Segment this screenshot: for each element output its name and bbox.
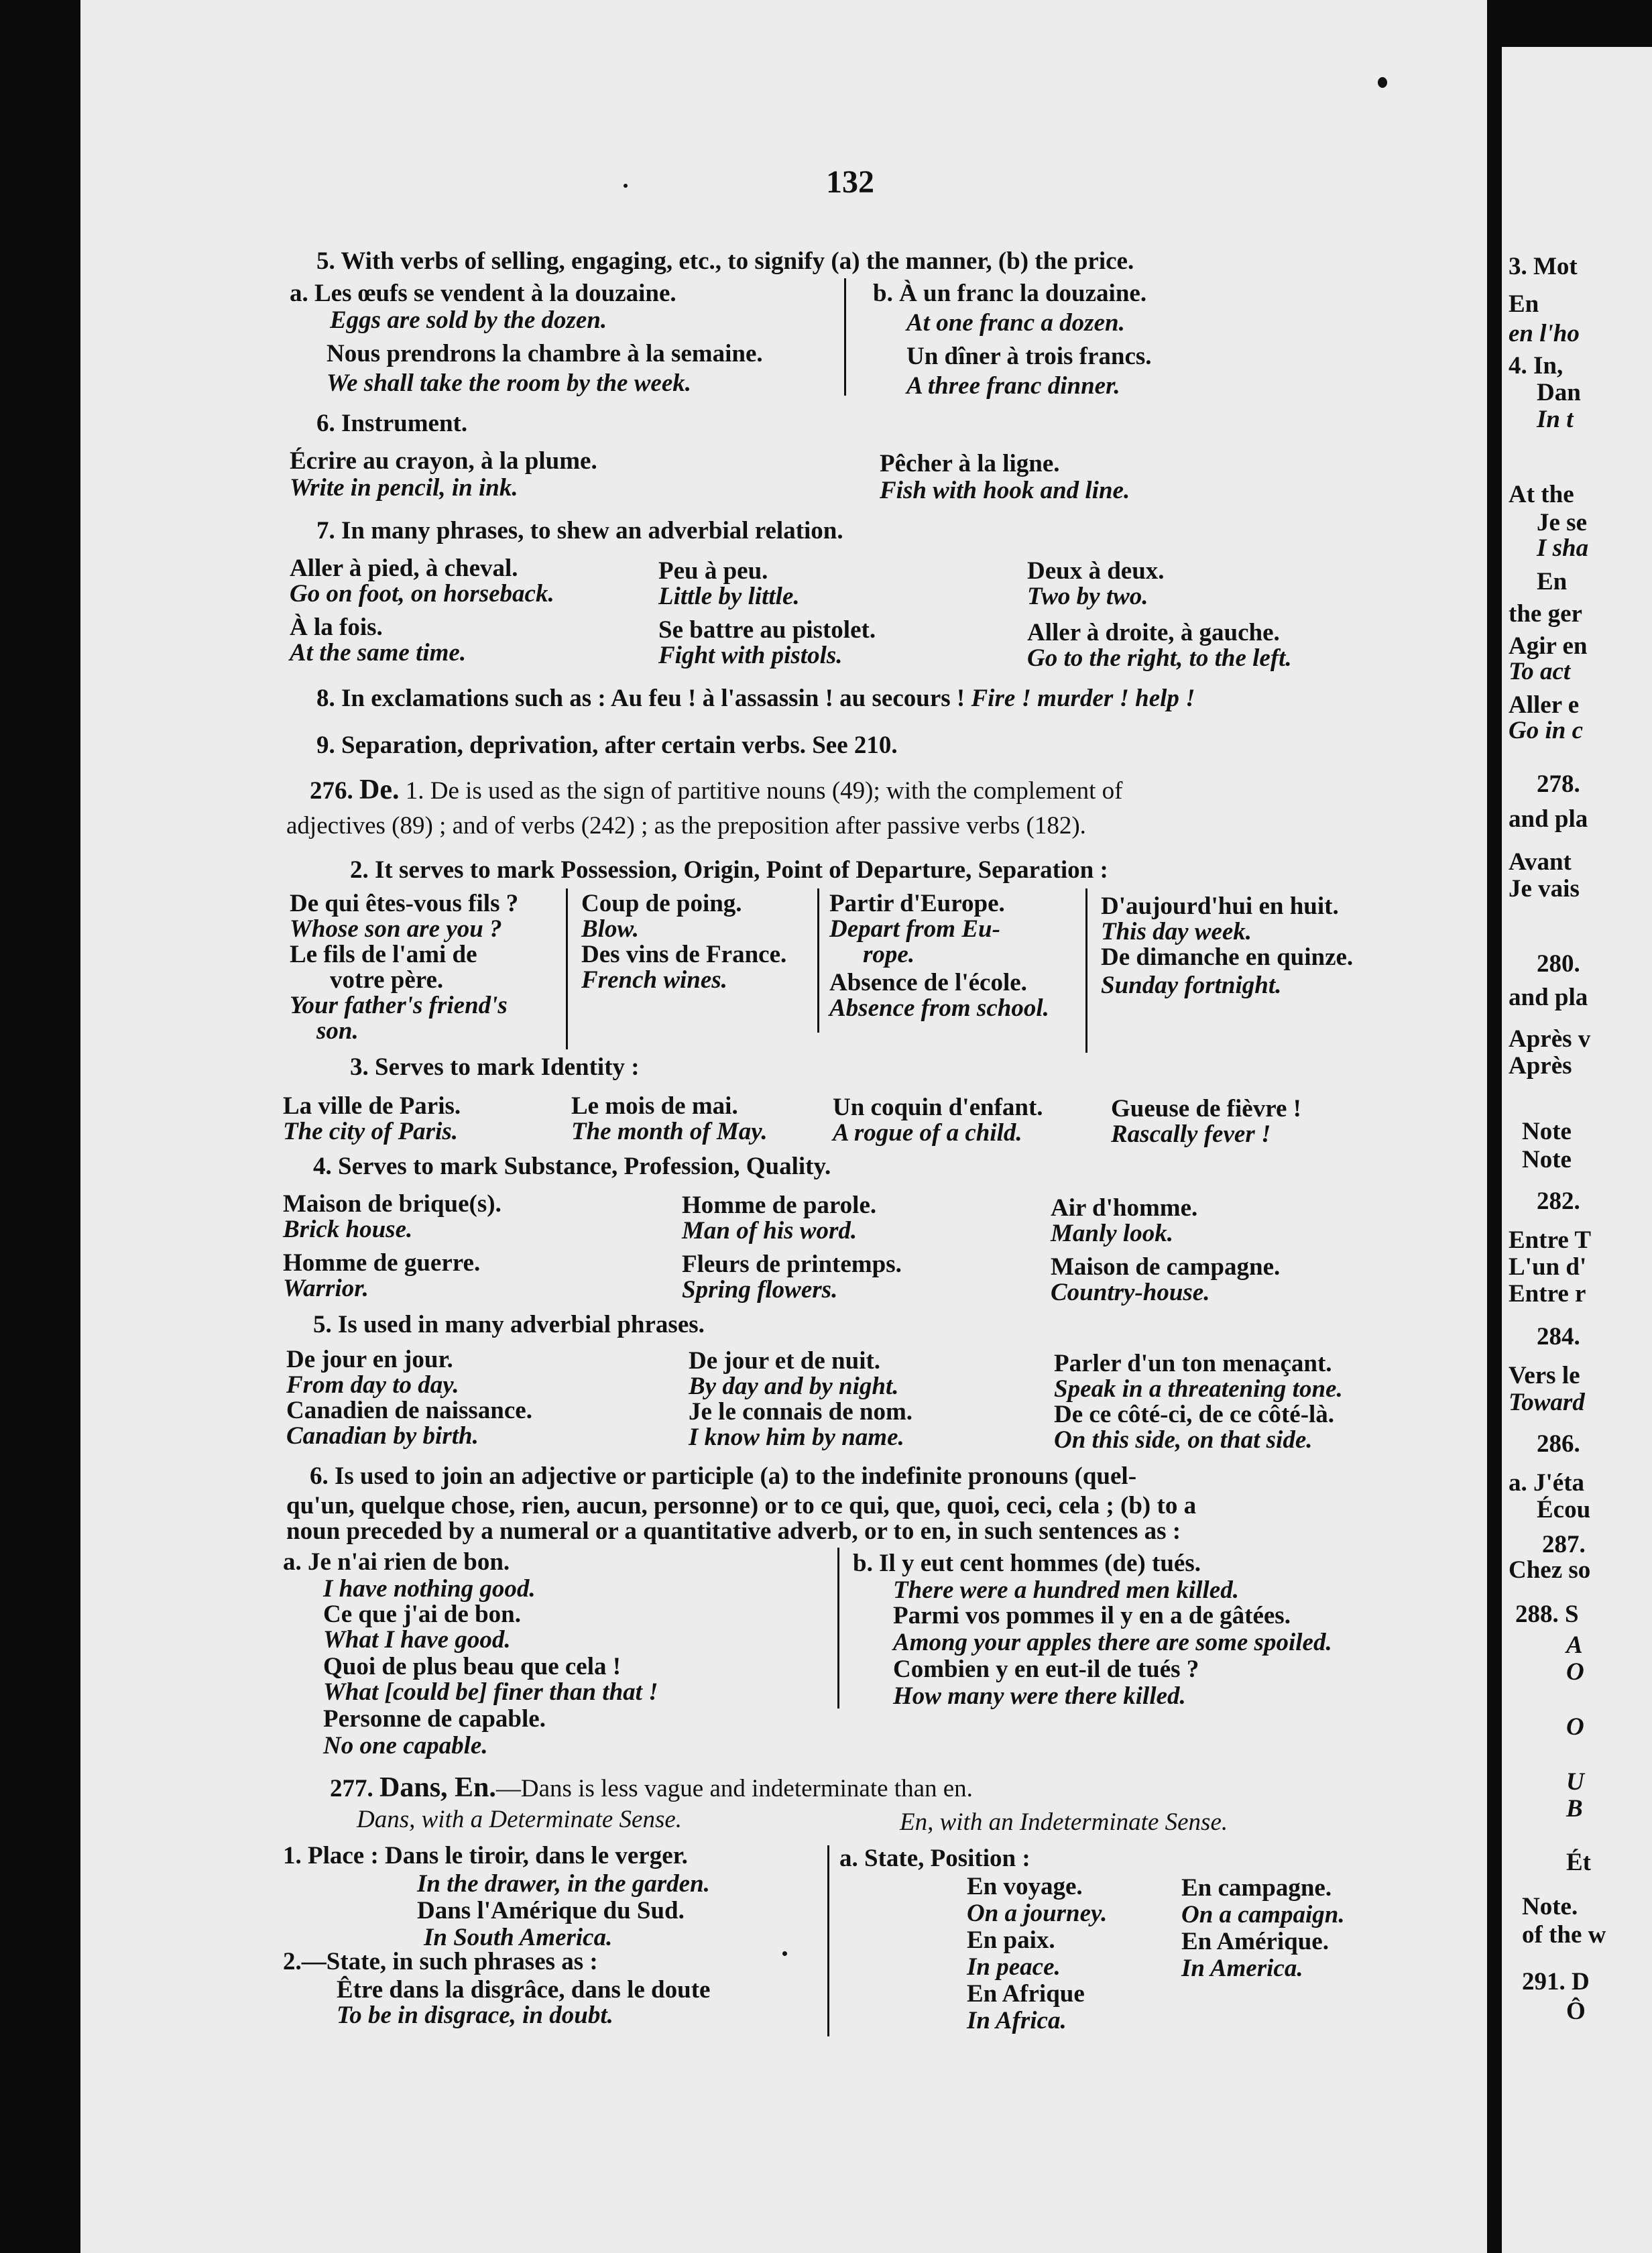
s5-a-french-2: Nous prendrons la chambre à la semaine. — [327, 340, 763, 367]
s6-english-2: Fish with hook and line. — [880, 477, 1130, 504]
p276-s5-french-4: Je le connais de nom. — [689, 1398, 913, 1426]
p276-s5-english-1: From day to day. — [286, 1371, 459, 1399]
right-line: Dan — [1537, 379, 1581, 406]
p276-s4-english-4: Warrior. — [283, 1275, 369, 1302]
s7-c1-french-1: Aller à pied, à cheval. — [290, 555, 518, 582]
p276-c1-1: De qui êtes-vous fils ? — [290, 890, 519, 917]
right-line: Agir en — [1509, 632, 1588, 660]
p276-b-6: How many were there killed. — [893, 1682, 1186, 1710]
p276-s4-english-1: Brick house. — [283, 1216, 413, 1243]
s5-b-french-1: b. À un franc la douzaine. — [873, 280, 1147, 307]
p277-right-8: On a campaign. — [1181, 1901, 1345, 1928]
s7-c2-french-2: Se battre au pistolet. — [658, 616, 876, 644]
p277-left-4: In South America. — [424, 1924, 613, 1951]
right-line: en l'ho — [1509, 320, 1580, 347]
s5-a-english-1: Eggs are sold by the dozen. — [330, 306, 607, 334]
paragraph-277-heading: 277. Dans, En.—Dans is less vague and indeterminate than en. — [330, 1772, 973, 1803]
right-line: Entre r — [1509, 1280, 1586, 1308]
p276-c1-4: votre père. — [330, 966, 444, 994]
s7-c1-english-2: At the same time. — [290, 639, 467, 667]
p276-s3-french-4: Gueuse de fièvre ! — [1111, 1095, 1301, 1122]
right-line: 288. S — [1515, 1601, 1579, 1628]
right-line: Après v — [1509, 1025, 1591, 1053]
p276-s3-french-3: Un coquin d'enfant. — [833, 1094, 1043, 1121]
right-line: 280. — [1537, 950, 1580, 978]
p276-b-5: Combien y en eut-il de tués ? — [893, 1656, 1199, 1683]
p276-c3-5: Absence from school. — [829, 994, 1049, 1022]
right-line: En — [1509, 290, 1539, 318]
right-line: Écou — [1537, 1496, 1591, 1523]
s7-c1-french-2: À la fois. — [290, 614, 383, 641]
p276-c1-3: Le fils de l'ami de — [290, 941, 477, 968]
right-line: Note — [1522, 1146, 1572, 1173]
ink-speck — [624, 184, 628, 188]
s7-c2-english-1: Little by little. — [658, 583, 800, 610]
p276-s3-english-4: Rascally fever ! — [1111, 1120, 1271, 1148]
p276-s4-english-6: Country-house. — [1051, 1279, 1210, 1306]
p276-b-3: Parmi vos pommes il y en a de gâtées. — [893, 1602, 1291, 1629]
paragraph-276-line-2: adjectives (89) ; and of verbs (242) ; as the preposition after passive verbs (182). — [286, 812, 1086, 840]
right-line: Aller e — [1509, 691, 1580, 719]
p276-c3-4: Absence de l'école. — [829, 969, 1027, 996]
p276-s4-french-1: Maison de brique(s). — [283, 1190, 501, 1218]
right-line: B — [1566, 1795, 1583, 1823]
right-line: Je vais — [1509, 875, 1580, 903]
right-line: and pla — [1509, 984, 1588, 1011]
p276-s3-english-3: A rogue of a child. — [833, 1119, 1022, 1147]
p276-s5-french-1: De jour en jour. — [286, 1346, 453, 1373]
p276-c1-5: Your father's friend's — [290, 992, 508, 1019]
p276-s5-english-2: Canadian by birth. — [286, 1422, 479, 1450]
right-line: Vers le — [1509, 1362, 1580, 1389]
p277-left-1: 1. Place : Dans le tiroir, dans le verger. — [283, 1842, 688, 1869]
p276-b-1: b. Il y eut cent hommes (de) tués. — [853, 1550, 1201, 1577]
right-line: I sha — [1537, 534, 1589, 562]
column-divider — [827, 1845, 829, 2036]
p277-left-2: In the drawer, in the garden. — [417, 1870, 710, 1898]
s6-english-1: Write in pencil, in ink. — [290, 474, 518, 502]
right-line: Note. — [1522, 1893, 1578, 1920]
p276-b-4: Among your apples there are some spoiled. — [893, 1629, 1332, 1656]
p276-s3-french-2: Le mois de mai. — [571, 1092, 738, 1120]
p276-s5-english-4: I know him by name. — [689, 1424, 904, 1451]
right-line: O — [1566, 1713, 1584, 1741]
ink-speck — [1378, 77, 1387, 88]
p276-a-6: What [could be] finer than that ! — [323, 1678, 658, 1706]
p276-s5-english-5: Speak in a threatening tone. — [1054, 1375, 1343, 1403]
p276-a-3: Ce que j'ai de bon. — [323, 1601, 522, 1628]
right-line: Note — [1522, 1118, 1572, 1145]
p276-c3-2: Depart from Eu- — [829, 915, 1000, 943]
right-line: To act — [1509, 658, 1571, 685]
p277-right-3: En paix. — [967, 1926, 1055, 1954]
p277-right-heading: a. State, Position : — [839, 1845, 1030, 1872]
p276-s3-english-2: The month of May. — [571, 1118, 768, 1145]
p276-c4-3: De dimanche en quinze. — [1101, 943, 1354, 971]
p276-s3-heading: 3. Serves to mark Identity : — [350, 1053, 640, 1081]
right-line: 3. Mot — [1509, 253, 1578, 280]
right-line: Avant — [1509, 848, 1572, 876]
column-divider — [817, 888, 819, 1033]
section-8: 8. In exclamations such as : Au feu ! à l'assassin ! au secours ! Fire ! murder ! help ! — [316, 685, 1195, 712]
p276-b-2: There were a hundred men killed. — [893, 1576, 1239, 1604]
p277-right-4: In peace. — [967, 1953, 1061, 1981]
right-line: Ét — [1566, 1849, 1591, 1876]
right-line: L'un d' — [1509, 1253, 1587, 1281]
p276-s3-english-1: The city of Paris. — [283, 1118, 459, 1145]
book-page — [80, 0, 1487, 2253]
p276-c3-3: rope. — [863, 941, 915, 968]
right-line: and pla — [1509, 805, 1588, 833]
s5-a-english-2: We shall take the room by the week. — [327, 369, 691, 397]
right-line: En — [1537, 568, 1568, 595]
s7-c1-english-1: Go on foot, on horseback. — [290, 580, 554, 608]
ink-speck — [782, 1951, 787, 1956]
p276-s4-english-2: Man of his word. — [682, 1217, 858, 1245]
s5-b-english-1: At one franc a dozen. — [906, 309, 1125, 337]
p276-s4-french-4: Homme de guerre. — [283, 1249, 481, 1277]
p276-s4-french-6: Maison de campagne. — [1051, 1253, 1281, 1281]
p276-s4-french-5: Fleurs de printemps. — [682, 1251, 902, 1278]
s7-c3-french-2: Aller à droite, à gauche. — [1027, 619, 1280, 646]
p276-s4-heading: 4. Serves to mark Substance, Profession, Quality. — [313, 1153, 831, 1180]
adjacent-page-fragment — [1502, 47, 1652, 2253]
p276-c2-1: Coup de poing. — [581, 890, 742, 917]
right-line: Entre T — [1509, 1226, 1592, 1254]
right-line: At the — [1509, 481, 1574, 508]
right-line: Ô — [1566, 1998, 1586, 2025]
section-9: 9. Separation, deprivation, after certain verbs. See 210. — [316, 732, 898, 759]
column-divider — [1085, 888, 1087, 1053]
p277-left-3: Dans l'Amérique du Sud. — [417, 1897, 685, 1924]
p276-s4-french-2: Homme de parole. — [682, 1192, 877, 1219]
p276-s5-heading: 5. Is used in many adverbial phrases. — [313, 1311, 705, 1338]
p276-c3-1: Partir d'Europe. — [829, 890, 1005, 917]
s5-b-french-2: Un dîner à trois francs. — [906, 343, 1152, 370]
p276-s3-french-1: La ville de Paris. — [283, 1092, 461, 1120]
right-line: 286. — [1537, 1430, 1580, 1458]
p276-c4-1: D'aujourd'hui en huit. — [1101, 892, 1339, 920]
p276-c2-3: Des vins de France. — [581, 941, 787, 968]
column-divider — [837, 1548, 839, 1709]
p277-left-7: To be in disgrace, in doubt. — [337, 2002, 613, 2029]
p276-s5-french-3: De jour et de nuit. — [689, 1347, 881, 1375]
right-line: 4. In, — [1509, 352, 1564, 380]
p276-a-7: Personne de capable. — [323, 1705, 546, 1733]
p276-c4-2: This day week. — [1101, 918, 1252, 945]
p276-s5-english-3: By day and by night. — [689, 1373, 899, 1400]
s7-c3-english-1: Two by two. — [1027, 583, 1148, 610]
right-line: 284. — [1537, 1323, 1580, 1350]
right-line: a. J'éta — [1509, 1469, 1585, 1497]
p276-c2-4: French wines. — [581, 966, 727, 994]
p276-s6-line-3: noun preceded by a numeral or a quantitative adverb, or to en, in such sentences as : — [286, 1517, 1181, 1545]
p277-right-10: In America. — [1181, 1955, 1303, 1982]
right-line: of the w — [1522, 1921, 1606, 1949]
p277-subheading-left: Dans, with a Determinate Sense. — [357, 1806, 683, 1833]
p276-s6-line-2: qu'un, quelque chose, rien, aucun, personne) or to ce qui, que, quoi, ceci, cela ; (b) to a — [286, 1492, 1197, 1519]
p277-left-5: 2.—State, in such phrases as : — [283, 1948, 598, 1975]
p276-a-8: No one capable. — [323, 1732, 488, 1759]
column-divider — [566, 888, 568, 1049]
p276-c2-2: Blow. — [581, 915, 640, 943]
s7-c3-english-2: Go to the right, to the left. — [1027, 644, 1292, 672]
page-number: 132 — [826, 164, 874, 200]
column-divider — [844, 278, 846, 396]
s5-a-french-1: a. Les œufs se vendent à la douzaine. — [290, 280, 676, 307]
p276-c1-6: son. — [316, 1017, 359, 1045]
s5-b-english-2: A three franc dinner. — [906, 372, 1120, 400]
p277-right-9: En Amérique. — [1181, 1928, 1329, 1955]
right-line: 282. — [1537, 1188, 1580, 1215]
right-line: 291. D — [1522, 1968, 1590, 1996]
right-line: In t — [1537, 406, 1574, 433]
p276-c4-4: Sunday fortnight. — [1101, 972, 1282, 999]
p276-s4-english-3: Manly look. — [1051, 1220, 1173, 1247]
p276-a-4: What I have good. — [323, 1626, 511, 1654]
right-line: 278. — [1537, 770, 1580, 798]
p277-right-6: In Africa. — [967, 2007, 1067, 2034]
s7-c2-french-1: Peu à peu. — [658, 557, 768, 585]
p277-subheading-right: En, with an Indeterminate Sense. — [900, 1808, 1228, 1836]
section-8-translation: Fire ! murder ! help ! — [971, 685, 1195, 712]
section-6-heading: 6. Instrument. — [316, 410, 468, 437]
p276-a-1: a. Je n'ai rien de bon. — [283, 1548, 510, 1576]
p276-c1-2: Whose son are you ? — [290, 915, 502, 943]
p276-s4-french-3: Air d'homme. — [1051, 1194, 1198, 1222]
p277-right-5: En Afrique — [967, 1980, 1085, 2008]
p276-s4-english-5: Spring flowers. — [682, 1276, 838, 1304]
paragraph-276-line-1: 276. De. 1. De is used as the sign of partitive nouns (49); with the complement of — [310, 774, 1123, 805]
right-line: Après — [1509, 1052, 1572, 1080]
right-line: O — [1566, 1658, 1584, 1686]
p277-left-6: Être dans la disgrâce, dans le doute — [337, 1976, 711, 2004]
p276-a-5: Quoi de plus beau que cela ! — [323, 1653, 622, 1680]
s7-c2-english-2: Fight with pistols. — [658, 642, 843, 669]
right-line: Chez so — [1509, 1556, 1591, 1584]
right-line: Je se — [1537, 509, 1587, 536]
p277-right-1: En voyage. — [967, 1873, 1083, 1900]
right-line: the ger — [1509, 600, 1582, 628]
p276-s5-english-6: On this side, on that side. — [1054, 1426, 1313, 1454]
p276-s5-french-2: Canadien de naissance. — [286, 1397, 532, 1424]
right-line: Go in c — [1509, 717, 1583, 744]
section-7-heading: 7. In many phrases, to shew an adverbial relation. — [316, 517, 843, 544]
s6-french-1: Écrire au crayon, à la plume. — [290, 447, 597, 475]
s7-c3-french-1: Deux à deux. — [1027, 557, 1165, 585]
p276-s6-line-1: 6. Is used to join an adjective or participle (a) to the indefinite pronouns (quel- — [310, 1462, 1137, 1490]
s6-french-2: Pêcher à la ligne. — [880, 450, 1060, 477]
right-line: A — [1566, 1631, 1583, 1659]
p277-right-2: On a journey. — [967, 1900, 1108, 1927]
p276-s2-heading: 2. It serves to mark Possession, Origin, Point of Departure, Separation : — [350, 856, 1108, 884]
page-gutter — [1487, 0, 1502, 2253]
p277-right-7: En campagne. — [1181, 1874, 1332, 1902]
p276-a-2: I have nothing good. — [323, 1575, 536, 1603]
p276-s5-french-5: Parler d'un ton menaçant. — [1054, 1350, 1332, 1377]
right-line: U — [1566, 1768, 1584, 1796]
section-5-heading: 5. With verbs of selling, engaging, etc., to signify (a) the manner, (b) the price. — [316, 247, 1134, 275]
p276-s5-french-6: De ce côté-ci, de ce côté-là. — [1054, 1401, 1335, 1428]
right-line: 287. — [1542, 1531, 1586, 1558]
right-line: Toward — [1509, 1389, 1585, 1416]
